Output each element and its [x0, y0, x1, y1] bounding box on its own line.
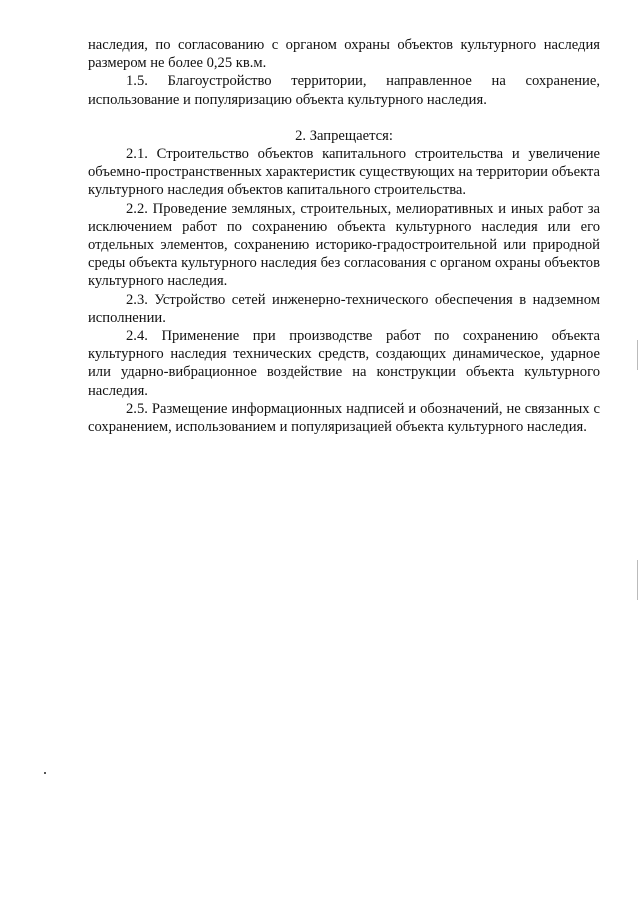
paragraph-2-2: 2.2. Проведение земляных, строительных, мелиоративных и иных работ за исключением работ по сохранению объекта культурного наследия или его отдельных элементов, сохранению историко-градостроительной или природной среды объекта культурного наследия без согласования с органом охраны объектов культурного наследия.: [88, 200, 600, 290]
scan-edge-line: [637, 560, 638, 600]
paragraph-2-4: 2.4. Применение при производстве работ по сохранению объекта культурного наследия технических средств, создающих динамическое, ударное или ударно-вибрационное воздействие на конструкции объекта культурного наследия.: [88, 328, 600, 399]
paragraph-2-3: 2.3. Устройство сетей инженерно-технического обеспечения в надземном исполнении.: [88, 291, 600, 326]
paragraph-2-5: 2.5. Размещение информационных надписей и обозначений, не связанных с сохранением, использованием и популяризацией объекта культурного наследия.: [88, 400, 600, 436]
paragraph-1-5: 1.5. Благоустройство территории, направленное на сохранение, использование и популяризацию объекта культурного наследия.: [88, 73, 600, 108]
document-body: [88, 36, 600, 436]
section-heading-prohibited: 2. Запрещается:: [295, 127, 393, 144]
paragraph-continuation: наследия, по согласованию с органом охраны объектов культурного наследия размером не более 0,25 кв.м.: [88, 37, 600, 72]
paragraph-2-1: 2.1. Строительство объектов капитального строительства и увеличение объемно-пространственных характеристик существующих на территории объекта культурного наследия объектов капитального строительства.: [88, 146, 600, 199]
scan-edge-line: [637, 340, 638, 370]
scan-speck: [44, 772, 46, 774]
